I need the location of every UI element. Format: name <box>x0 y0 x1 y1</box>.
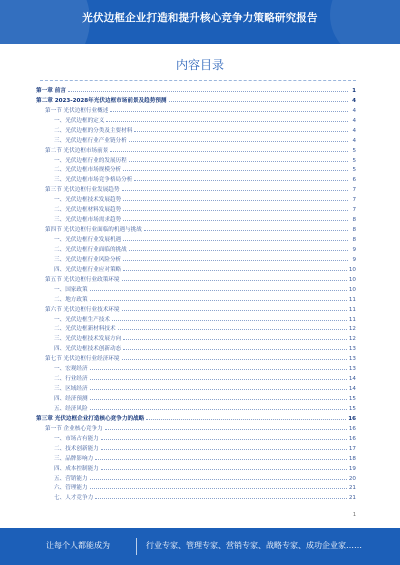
table-of-contents <box>36 84 356 501</box>
toc-entry-title: 三、光伏边框市场需求趋势 <box>54 217 122 224</box>
toc-entry-page: 11 <box>348 316 356 323</box>
toc-entry-title: 三、光伏边框行业风险分析 <box>54 256 122 263</box>
toc-leader-dots <box>101 449 347 450</box>
toc-entry-page: 21 <box>348 485 356 492</box>
toc-entry-page: 8 <box>352 237 356 243</box>
toc-leader-dots <box>106 121 348 122</box>
toc-entry-title: 四、光伏边框行业应对策略 <box>54 266 122 273</box>
toc-leader-dots <box>129 250 348 251</box>
toc-entry-page: 4 <box>352 97 356 104</box>
toc-entry[interactable] <box>36 342 356 352</box>
toc-leader-dots <box>90 379 347 380</box>
toc-entry-title: 一、光伏边框生产技术 <box>54 316 110 323</box>
toc-entry-page: 12 <box>348 326 356 333</box>
toc-entry-page: 17 <box>348 445 356 452</box>
toc-entry-title: 二、光伏边框市场规模分析 <box>54 167 122 174</box>
toc-entry[interactable] <box>36 382 356 392</box>
page-number: 1 <box>352 512 356 518</box>
toc-entry[interactable] <box>36 442 356 452</box>
toc-entry[interactable] <box>36 94 356 104</box>
toc-leader-dots <box>169 101 348 102</box>
toc-entry-title: 四、成本控制能力 <box>54 465 99 472</box>
toc-entry-page: 10 <box>348 266 356 273</box>
toc-entry[interactable] <box>36 233 356 243</box>
toc-entry-page: 7 <box>352 207 356 214</box>
toc-entry-page: 10 <box>348 276 356 283</box>
toc-entry-page: 14 <box>348 386 356 393</box>
toc-entry-title: 第七节 光伏边框行业经济环境 <box>45 356 120 363</box>
toc-entry[interactable] <box>36 84 356 94</box>
toc-entry-title: 第四节 光伏边框行业面临的机遇与挑战 <box>45 227 142 234</box>
report-title: 光伏边框企业打造和提升核心竞争力策略研究报告 <box>82 12 318 24</box>
toc-leader-dots <box>123 270 347 271</box>
toc-leader-dots <box>123 200 348 201</box>
toc-entry[interactable] <box>36 482 356 492</box>
toc-entry-title: 二、行业经济 <box>54 376 88 383</box>
toc-leader-dots <box>122 190 349 191</box>
toc-leader-dots <box>123 260 348 261</box>
toc-entry-page: 7 <box>352 187 356 194</box>
toc-entry-page: 16 <box>348 425 356 432</box>
toc-entry-page: 14 <box>348 376 356 383</box>
toc-entry[interactable] <box>36 124 356 134</box>
toc-entry-title: 三、光伏边框技术发展方向 <box>54 336 122 343</box>
toc-leader-dots <box>90 488 347 489</box>
toc-entry-page: 11 <box>348 296 356 303</box>
toc-entry-page: 1 <box>352 87 356 94</box>
toc-leader-dots <box>110 111 348 112</box>
toc-entry[interactable] <box>36 422 356 432</box>
toc-entry-title: 一、国家政策 <box>54 286 88 293</box>
toc-entry[interactable] <box>36 462 356 472</box>
toc-entry[interactable] <box>36 432 356 442</box>
toc-entry-title: 第三章 光伏边框企业打造核心竞争力的战略 <box>36 415 145 422</box>
toc-entry-title: 第三节 光伏边框行业发展趋势 <box>45 187 120 194</box>
toc-entry-title: 五、营销能力 <box>54 475 88 482</box>
toc-entry[interactable] <box>36 362 356 372</box>
toc-leader-dots <box>118 329 347 330</box>
toc-entry-title: 一、宏观经济 <box>54 366 88 373</box>
toc-entry[interactable] <box>36 412 356 422</box>
toc-entry-page: 13 <box>348 346 356 353</box>
toc-entry-page: 4 <box>352 117 356 124</box>
toc-leader-dots <box>95 498 347 499</box>
toc-entry-page: 5 <box>352 157 356 164</box>
toc-entry-page: 15 <box>348 405 356 412</box>
toc-entry[interactable] <box>36 352 356 362</box>
toc-entry-page: 4 <box>352 127 356 134</box>
toc-leader-dots <box>122 359 347 360</box>
toc-entry[interactable] <box>36 104 356 114</box>
toc-entry-page: 13 <box>348 356 356 363</box>
toc-entry-title: 一、市场占有能力 <box>54 435 99 442</box>
toc-entry-title: 一、光伏边框的定义 <box>54 117 105 124</box>
report-header <box>0 0 400 44</box>
toc-entry-page: 4 <box>352 137 356 144</box>
toc-entry[interactable] <box>36 303 356 313</box>
toc-entry[interactable] <box>36 332 356 342</box>
toc-entry-page: 6 <box>352 177 356 184</box>
toc-entry[interactable] <box>36 273 356 283</box>
toc-entry-title: 第一章 前言 <box>36 87 66 94</box>
toc-leader-dots <box>90 300 347 301</box>
toc-entry[interactable] <box>36 114 356 124</box>
toc-entry-page: 5 <box>352 147 356 154</box>
footer-slogan: 让每个人都能成为 <box>46 541 110 550</box>
toc-entry-page: 8 <box>352 227 356 234</box>
toc-entry[interactable] <box>36 243 356 253</box>
toc-leader-dots <box>90 290 347 291</box>
toc-entry[interactable] <box>36 402 356 412</box>
toc-leader-dots <box>129 161 348 162</box>
toc-entry-title: 三、光伏边框市场竞争格局分析 <box>54 177 133 184</box>
toc-entry-title: 第二节 光伏边框市场前景 <box>45 147 109 154</box>
toc-entry-page: 13 <box>348 366 356 373</box>
toc-leader-dots <box>90 399 347 400</box>
toc-divider <box>40 80 356 81</box>
toc-leader-dots <box>123 339 347 340</box>
toc-entry-page: 4 <box>352 107 356 114</box>
toc-entry-page: 9 <box>352 246 356 253</box>
toc-entry-page: 7 <box>352 197 356 204</box>
toc-entry-title: 三、光伏边框行业产业链分析 <box>54 137 127 144</box>
toc-entry[interactable] <box>36 313 356 323</box>
toc-heading: 内容目录 <box>175 58 224 72</box>
toc-entry[interactable] <box>36 164 356 174</box>
toc-entry[interactable] <box>36 253 356 263</box>
toc-entry-page: 21 <box>348 495 356 502</box>
toc-entry-page: 16 <box>348 415 356 422</box>
toc-entry-title: 一、光伏边框行业发展机遇 <box>54 237 122 243</box>
toc-entry-title: 三、品牌影响力 <box>54 455 94 462</box>
footer-divider <box>136 538 137 555</box>
toc-entry-title: 三、区域经济 <box>54 386 88 393</box>
toc-entry-page: 10 <box>348 286 356 293</box>
toc-entry-page: 15 <box>348 396 356 402</box>
toc-entry-title: 四、光伏边框技术创新动态 <box>54 346 122 353</box>
toc-entry-page: 12 <box>348 336 356 343</box>
toc-leader-dots <box>90 369 347 370</box>
toc-leader-dots <box>123 240 348 241</box>
toc-entry-page: 20 <box>348 475 356 482</box>
toc-entry[interactable] <box>36 283 356 293</box>
footer-tagline: 行业专家、管理专家、营销专家、战略专家、成功企业家…… <box>146 541 362 550</box>
toc-entry[interactable] <box>36 213 356 223</box>
toc-entry[interactable] <box>36 293 356 303</box>
toc-entry[interactable] <box>36 323 356 333</box>
toc-entry[interactable] <box>36 452 356 462</box>
toc-entry-page: 8 <box>352 217 356 224</box>
toc-entry-title: 二、光伏边框行业面临的挑战 <box>54 246 127 253</box>
toc-leader-dots <box>95 459 347 460</box>
toc-leader-dots <box>123 220 348 221</box>
toc-leader-dots <box>110 151 348 152</box>
toc-entry-page: 16 <box>348 435 356 442</box>
toc-entry-title: 第二章 2023-2028年光伏边框市场前景及趋势预测 <box>36 97 167 104</box>
toc-entry[interactable] <box>36 223 356 233</box>
toc-entry-title: 六、管理能力 <box>54 485 88 492</box>
toc-leader-dots <box>122 310 347 311</box>
toc-entry-title: 二、光伏边框的分类及主要材料 <box>54 127 133 134</box>
toc-entry-title: 二、地方政策 <box>54 296 88 303</box>
toc-entry[interactable] <box>36 472 356 482</box>
toc-leader-dots <box>123 349 347 350</box>
toc-entry-page: 18 <box>348 455 356 462</box>
toc-entry-title: 第六节 光伏边框行业技术环境 <box>45 306 120 313</box>
toc-leader-dots <box>105 429 347 430</box>
toc-entry[interactable] <box>36 263 356 273</box>
toc-leader-dots <box>68 91 348 92</box>
toc-entry[interactable] <box>36 193 356 203</box>
toc-entry[interactable] <box>36 144 356 154</box>
toc-leader-dots <box>122 280 347 281</box>
toc-leader-dots <box>90 389 347 390</box>
toc-leader-dots <box>112 320 347 321</box>
toc-entry[interactable] <box>36 372 356 382</box>
toc-entry-page: 9 <box>352 256 356 263</box>
toc-entry[interactable] <box>36 491 356 501</box>
toc-leader-dots <box>129 141 348 142</box>
toc-entry-page: 5 <box>352 167 356 174</box>
toc-entry-title: 五、经济风险 <box>54 405 88 412</box>
toc-entry-title: 四、经济预测 <box>54 396 88 402</box>
toc-entry[interactable] <box>36 392 356 402</box>
toc-leader-dots <box>134 131 348 132</box>
toc-entry-title: 一、光伏边框行业的发展历程 <box>54 157 127 164</box>
toc-entry-title: 二、光伏边框新材料技术 <box>54 326 116 333</box>
toc-entry-title: 第一节 企业核心竞争力 <box>45 425 103 432</box>
toc-entry-page: 11 <box>348 306 356 313</box>
toc-leader-dots <box>90 479 347 480</box>
toc-entry-title: 二、技术创新能力 <box>54 445 99 452</box>
toc-entry-title: 一、光伏边框技术发展趋势 <box>54 197 122 204</box>
toc-entry[interactable] <box>36 173 356 183</box>
toc-entry-title: 第一节 光伏边框行业概述 <box>45 107 109 114</box>
toc-entry-title: 七、人才竞争力 <box>54 495 94 502</box>
toc-leader-dots <box>134 180 348 181</box>
toc-entry[interactable] <box>36 134 356 144</box>
toc-leader-dots <box>101 469 347 470</box>
toc-entry-page: 19 <box>348 465 356 472</box>
toc-leader-dots <box>123 210 348 211</box>
toc-entry-title: 二、光伏边框材料发展趋势 <box>54 207 122 214</box>
toc-leader-dots <box>101 439 347 440</box>
toc-entry-title: 第五节 光伏边框行业政策环境 <box>45 276 120 283</box>
toc-entry[interactable] <box>36 203 356 213</box>
toc-leader-dots <box>123 170 348 171</box>
toc-entry[interactable] <box>36 154 356 164</box>
toc-entry[interactable] <box>36 183 356 193</box>
toc-leader-dots <box>144 230 348 231</box>
toc-leader-dots <box>90 409 347 410</box>
toc-leader-dots <box>146 419 346 420</box>
report-footer <box>0 528 400 565</box>
